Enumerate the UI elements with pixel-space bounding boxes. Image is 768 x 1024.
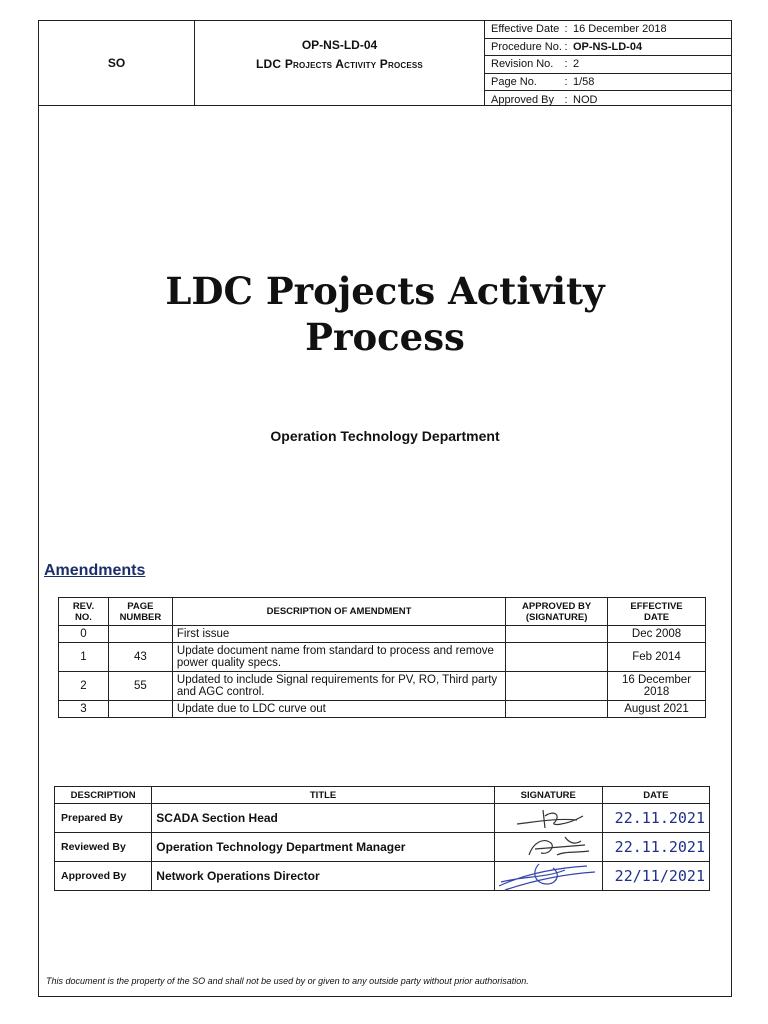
- meta-label: Procedure No.: [491, 40, 562, 53]
- column-header-signature: SIGNATURE: [494, 787, 602, 804]
- cell-description: Updated to include Signal requirements for PV, RO, Third party and AGC control.: [172, 672, 505, 701]
- column-header-effective-date: [608, 598, 706, 626]
- cell-date: [602, 804, 709, 833]
- meta-value: 2: [573, 58, 580, 71]
- cell-date: 16 December 2018: [608, 672, 706, 701]
- meta-label: Effective Date: [491, 23, 560, 36]
- handwritten-date: 22/11/2021: [614, 867, 705, 885]
- amendments-table: [58, 597, 706, 718]
- cell-title: Operation Technology Department Manager: [152, 833, 495, 862]
- meta-value: OP-NS-LD-04: [573, 40, 643, 53]
- cell-signature: [494, 804, 602, 833]
- footer-disclaimer: This document is the property of the SO and shall not be used by or given to any outside party without prior authorisation.: [46, 976, 529, 986]
- cell-date: Feb 2014: [608, 643, 706, 672]
- cell-page: 55: [108, 672, 172, 701]
- procedure-code: OP-NS-LD-04: [301, 38, 378, 52]
- cell-rev: 1: [59, 643, 109, 672]
- document-meta-block: [485, 21, 731, 108]
- meta-value: 16 December 2018: [573, 23, 667, 36]
- cell-role: Prepared By: [55, 804, 152, 833]
- meta-colon: :: [564, 23, 568, 36]
- document-title-line: Process: [305, 315, 465, 359]
- cell-rev: 0: [59, 626, 109, 643]
- handwritten-signature-image: [495, 804, 606, 833]
- cell-rev: 2: [59, 672, 109, 701]
- table-header-row: [55, 787, 710, 804]
- table-row: [59, 643, 706, 672]
- cell-description: Update due to LDC curve out: [172, 701, 505, 718]
- meta-colon: :: [564, 76, 568, 89]
- header-text: PAGE: [127, 600, 154, 612]
- cell-title: Network Operations Director: [152, 862, 495, 891]
- handwritten-date: 22.11.2021: [614, 838, 705, 856]
- table-row: [59, 626, 706, 643]
- header-text: DATE: [643, 611, 670, 623]
- table-header-row: [59, 598, 706, 626]
- meta-row-effective-date: [485, 21, 731, 39]
- meta-row-page-no: [485, 74, 731, 92]
- column-header-description: DESCRIPTION: [55, 787, 152, 804]
- cell-signature: [494, 833, 602, 862]
- cell-signature: [494, 862, 602, 891]
- organization-name: SO: [39, 21, 195, 105]
- document-title: [60, 268, 710, 360]
- column-header-description: DESCRIPTION OF AMENDMENT: [172, 598, 505, 626]
- meta-row-revision-no: [485, 56, 731, 74]
- header-text: NO.: [75, 611, 92, 623]
- amendments-heading: Amendments: [44, 562, 146, 579]
- header-text: REV.: [72, 600, 95, 612]
- meta-label: Approved By: [491, 93, 554, 106]
- meta-colon: :: [564, 58, 568, 71]
- handwritten-signature-image: [495, 862, 606, 891]
- cell-role: Reviewed By: [55, 833, 152, 862]
- column-header-title: TITLE: [152, 787, 495, 804]
- cell-rev: 3: [59, 701, 109, 718]
- cell-date: [602, 862, 709, 891]
- header-text: APPROVED BY: [522, 600, 592, 612]
- meta-row-approved-by: [485, 91, 731, 108]
- header-text: NUMBER: [119, 611, 162, 623]
- signoff-table: [54, 786, 710, 891]
- column-header-date: DATE: [602, 787, 709, 804]
- column-header-rev: [59, 598, 109, 626]
- cell-description: First issue: [172, 626, 505, 643]
- cell-role: Approved By: [55, 862, 152, 891]
- cell-title: SCADA Section Head: [152, 804, 495, 833]
- meta-value: NOD: [573, 93, 598, 106]
- cell-approved: [506, 626, 608, 643]
- handwritten-signature-image: [495, 833, 606, 862]
- table-row: [59, 701, 706, 718]
- cell-date: Dec 2008: [608, 626, 706, 643]
- meta-value: 1/58: [573, 76, 595, 89]
- cell-date: August 2021: [608, 701, 706, 718]
- cell-page: [108, 626, 172, 643]
- column-header-approved: [506, 598, 608, 626]
- meta-colon: :: [564, 93, 568, 106]
- meta-colon: :: [564, 40, 568, 53]
- meta-label: Revision No.: [491, 58, 554, 71]
- header-text: EFFECTIVE: [630, 600, 683, 612]
- meta-label: Page No.: [491, 76, 537, 89]
- table-row: [59, 672, 706, 701]
- cell-page: [108, 701, 172, 718]
- cell-approved: [506, 672, 608, 701]
- table-row: [55, 833, 710, 862]
- meta-row-procedure-no: [485, 39, 731, 57]
- header-title-block: [195, 21, 485, 105]
- cell-approved: [506, 643, 608, 672]
- document-title-line: LDC Projects Activity: [165, 269, 605, 313]
- table-row: [55, 804, 710, 833]
- table-row: [55, 862, 710, 891]
- department-name: Operation Technology Department: [270, 428, 500, 444]
- cell-page: 43: [108, 643, 172, 672]
- document-header: [39, 21, 731, 106]
- header-document-title: LDC Projects Activity Process: [256, 57, 423, 71]
- cell-description: Update document name from standard to process and remove power quality specs.: [172, 643, 505, 672]
- cell-date: [602, 833, 709, 862]
- header-text: (SIGNATURE): [525, 611, 588, 623]
- cell-approved: [506, 701, 608, 718]
- handwritten-date: 22.11.2021: [614, 809, 705, 827]
- column-header-page: [108, 598, 172, 626]
